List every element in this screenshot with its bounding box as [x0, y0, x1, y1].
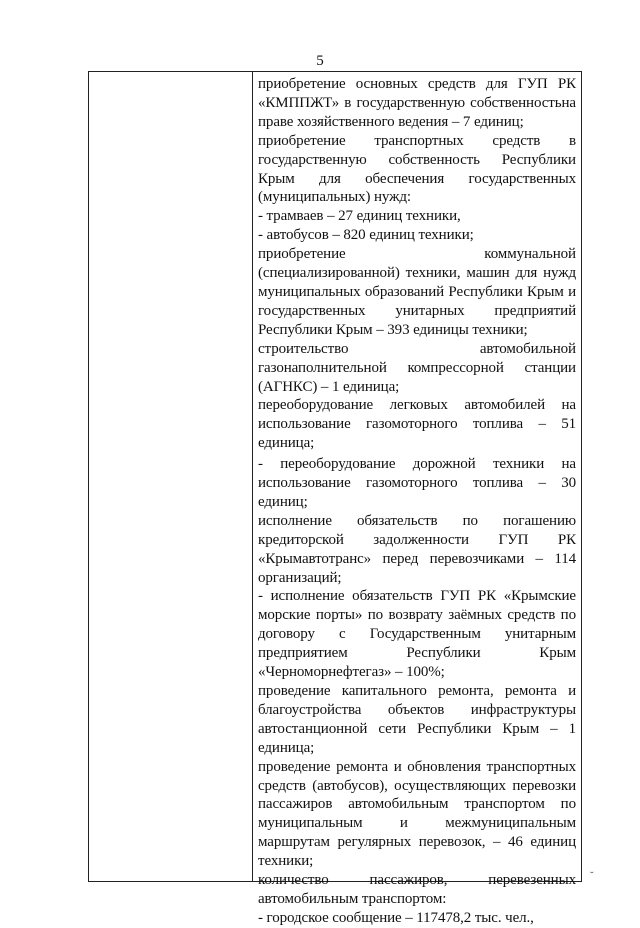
paragraph-passenger-count: количество пассажиров, перевезенных автомобильным транспортом: [258, 872, 576, 907]
paragraph-debt-repayment: исполнение обязательств по погашению кредиторской задолженности ГУП РК «Крымавтотранс» перед перевозчиками – 114 организаций; [258, 512, 576, 586]
page-number: 5 [316, 53, 324, 69]
list-item-trams: - трамваев – 27 единиц техники, [258, 208, 461, 225]
paragraph-municipal-machinery: приобретение коммунальной (специализированной) техники, машин для нужд муниципальных образований Республики Крым и государственных унитарных предприятий Республики Крым – 393 единицы техники; [258, 246, 576, 338]
list-item-buses: - автобусов – 820 единиц техники; [258, 227, 474, 244]
paragraph-bus-renewal: проведение ремонта и обновления транспортных средств (автобусов), осуществляющих перевозки пассажиров автомобильным транспортом по муниципальным и межмуниципальным маршрутам регулярных перевозок, – 46 единиц техники; [258, 758, 576, 870]
paragraph-sea-ports-obligations: - исполнение обязательств ГУП РК «Крымские морские порты» по возврату заёмных средств по договору с Государственным унитарным предприятием Республики Крым «Черноморнефтегаз» – 100%; [258, 588, 576, 681]
list-item-urban-traffic: - городское сообщение – 117478,2 тыс. чел., [258, 909, 534, 926]
paragraph-fixed-assets: приобретение основных средств для ГУП РК «КМППЖТ» в государственную собственностьна праве хозяйственного ведения – 7 единиц; [258, 76, 576, 130]
table-left-cell [89, 72, 252, 881]
document-table [88, 71, 582, 926]
paragraph-agnks-construction: строительство автомобильной газонаполнительной компрессорной станции (АГНКС) – 1 единица; [258, 340, 576, 395]
paragraph-road-machinery-conversion: - переоборудование дорожной техники на использование газомоторного топлива – 30 единиц; [258, 456, 576, 510]
scan-mark: ˘ [590, 870, 594, 882]
paragraph-car-conversion: переоборудование легковых автомобилей на использование газомоторного топлива – 51 единица; [258, 397, 576, 452]
table-right-cell [258, 75, 576, 928]
paragraph-vehicle-purchase: приобретение транспортных средств в государственную собственность Республики Крым для обеспечения государственных (муниципальных) нужд: [258, 132, 576, 206]
paragraph-bus-station-repair: проведение капитального ремонта, ремонта и благоустройства объектов инфраструктуры автостанционной сети Республики Крым – 1 единица; [258, 683, 576, 756]
table-column-divider [252, 72, 253, 881]
